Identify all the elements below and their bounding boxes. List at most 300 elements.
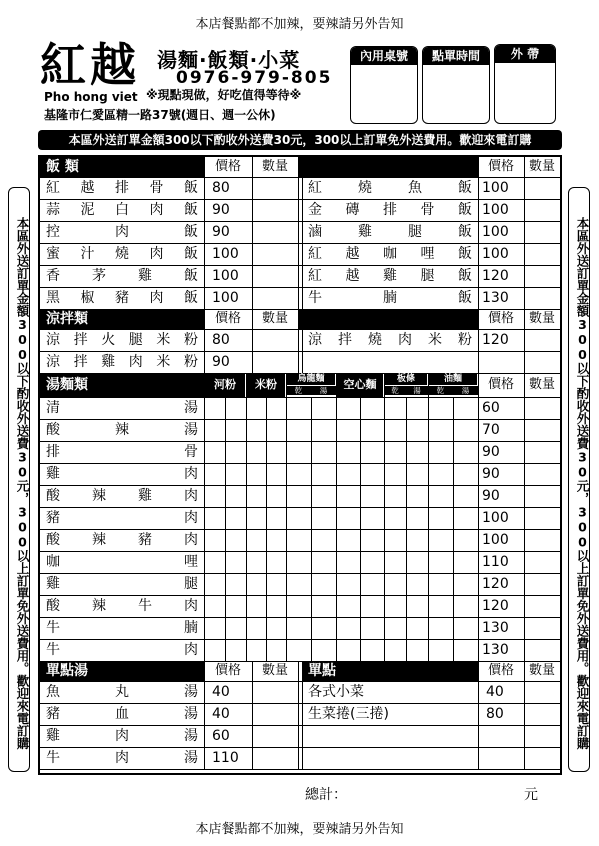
phone-number: 0976-979-805 [176,68,333,88]
qty-input[interactable] [428,595,453,617]
qty-input[interactable] [360,507,384,529]
qty-input[interactable] [406,463,428,485]
qty-input[interactable] [478,397,524,419]
menu-item-price: 90 [482,488,500,504]
menu-item-name: 各式小菜 [308,684,364,700]
qty-input[interactable] [286,529,311,551]
qty-input[interactable] [204,507,225,529]
qty-input[interactable] [453,463,478,485]
qty-input[interactable] [311,639,336,661]
qty-input[interactable] [266,551,286,573]
grid-line-v [336,373,337,397]
qty-input[interactable] [286,419,311,441]
qty-input[interactable] [204,441,225,463]
qty-input[interactable] [360,419,384,441]
section-title-single: 單點 [302,661,478,681]
name-char: 腿 [128,332,143,348]
menu-item-name [46,419,198,441]
qty-input[interactable] [524,507,560,529]
qty-input[interactable] [246,419,266,441]
name-char: 哩 [184,554,198,570]
name-char: 雞 [46,466,60,482]
name-char: 肉 [184,466,198,482]
name-char: 涼 [46,354,60,370]
menu-item-name [46,243,198,265]
name-char: 燒 [115,246,129,262]
qty-input[interactable] [478,595,524,617]
qty-input[interactable] [428,639,453,661]
menu-item-name [46,595,198,617]
qty-input[interactable] [311,397,336,419]
qty-input[interactable] [246,551,266,573]
qty-input[interactable] [524,441,560,463]
name-char: 米 [156,332,171,348]
qty-input[interactable] [406,529,428,551]
name-char: 白 [115,202,129,218]
qty-input[interactable] [225,595,246,617]
qty-input[interactable] [311,529,336,551]
grid-line-v [246,373,247,397]
qty-input[interactable] [336,639,360,661]
qty-input[interactable] [336,397,360,419]
price-header: 價格 [214,311,241,326]
menu-item-price: 100 [482,246,509,262]
qty-input[interactable] [428,507,453,529]
qty-input[interactable] [266,463,286,485]
name-char: 豬 [46,510,60,526]
name-char: 雞 [383,268,397,284]
menu-item-name [308,199,472,221]
qty-input[interactable] [266,441,286,463]
qty-input[interactable] [246,573,266,595]
qty-input[interactable] [246,595,266,617]
qty-input[interactable] [204,617,225,639]
qty-input[interactable] [286,441,311,463]
qty-input[interactable] [428,485,453,507]
name-char: 骨 [184,444,198,460]
qty-input[interactable] [266,595,286,617]
name-char: 火 [101,332,116,348]
qty-input[interactable] [453,529,478,551]
side-note-left: 本區外送訂單金額300以下酌收外送費30元，300以上訂單免外送費用。歡迎來電訂購 [8,187,30,772]
qty-input[interactable] [311,617,336,639]
name-char: 米 [156,354,171,370]
qty-input[interactable] [453,639,478,661]
qty-input[interactable] [384,551,406,573]
qty-input[interactable] [384,507,406,529]
qty-input[interactable] [252,265,298,287]
qty-input[interactable] [524,485,560,507]
qty-input[interactable] [524,463,560,485]
qty-input[interactable] [225,617,246,639]
menu-item-name [308,265,472,287]
qty-input[interactable] [384,419,406,441]
qty-input[interactable] [384,397,406,419]
name-char: 骨 [420,202,435,218]
qty-input[interactable] [336,441,360,463]
qty-input[interactable] [246,485,266,507]
qty-input[interactable] [286,573,311,595]
qty-input[interactable] [311,485,336,507]
qty-input[interactable] [225,573,246,595]
qty-input[interactable] [384,595,406,617]
name-char: 辣 [115,422,129,438]
qty-input[interactable] [478,639,524,661]
qty-input[interactable] [360,595,384,617]
menu-item-name [46,725,198,747]
qty-input[interactable] [336,595,360,617]
qty-input[interactable] [453,573,478,595]
takeout-box[interactable] [494,44,556,124]
column-header-3: 空心麵 [337,373,383,397]
tagline: ※現點現做，好吃值得等待※ [146,88,302,102]
qty-input[interactable] [478,551,524,573]
qty-input[interactable] [524,595,560,617]
notice-top: 本店餐點都不加辣，要辣請另外告知 [195,17,404,32]
menu-item-price: 90 [212,354,230,370]
qty-input[interactable] [225,463,246,485]
qty-input[interactable] [246,397,266,419]
name-char: 雞 [358,224,372,240]
qty-input[interactable] [286,397,311,419]
sub-header-soup: 湯 [311,386,336,395]
price-header: 價格 [487,311,514,326]
qty-input[interactable] [360,441,384,463]
qty-input[interactable] [252,243,298,265]
name-char: 蒜 [46,202,60,218]
qty-input[interactable] [204,573,225,595]
qty-input[interactable] [286,617,311,639]
name-char: 肉 [149,202,164,218]
qty-input[interactable] [453,551,478,573]
menu-item-price: 100 [482,510,509,526]
qty-input[interactable] [246,507,266,529]
grid-line-v [246,397,247,661]
qty-input[interactable] [311,441,336,463]
qty-input[interactable] [225,485,246,507]
qty-input[interactable] [453,595,478,617]
menu-item-name [46,329,198,351]
name-char: 湯 [184,400,198,416]
qty-input[interactable] [524,639,560,661]
qty-input[interactable] [246,617,266,639]
qty-input[interactable] [406,397,428,419]
name-char: 辣 [92,488,106,504]
grid-line-v [478,397,479,661]
grid-line-v [204,397,205,661]
qty-input[interactable] [384,639,406,661]
name-char: 肉 [184,488,198,504]
qty-input[interactable] [406,441,428,463]
name-char: 湯 [184,684,198,700]
qty-input[interactable] [266,617,286,639]
qty-input[interactable] [360,551,384,573]
qty-input[interactable] [336,463,360,485]
qty-input[interactable] [286,639,311,661]
name-char: 粉 [183,354,198,370]
qty-input[interactable] [266,397,286,419]
qty-input[interactable] [252,287,298,309]
order-time-box[interactable] [422,46,490,124]
qty-input[interactable] [524,397,560,419]
qty-input[interactable] [360,463,384,485]
qty-input[interactable] [360,639,384,661]
grid-line-v [298,661,299,769]
name-char: 牛 [46,750,60,766]
name-char: 茅 [92,268,106,284]
qty-input[interactable] [428,419,453,441]
name-char: 飯 [184,202,198,218]
name-char: 牛 [138,598,152,614]
section-title-soup: 湯麵類 [40,373,204,397]
qty-input[interactable] [266,485,286,507]
qty-input[interactable] [336,617,360,639]
qty-input[interactable] [286,595,311,617]
menu-item-price: 90 [212,224,230,240]
total-label: 總計： [305,787,347,803]
qty-input[interactable] [406,507,428,529]
qty-input[interactable] [384,617,406,639]
name-char: 紅 [46,180,60,196]
qty-input[interactable] [204,639,225,661]
qty-input[interactable] [204,463,225,485]
qty-input[interactable] [204,419,225,441]
name-char: 排 [46,444,60,460]
qty-input[interactable] [478,617,524,639]
menu-item-name [46,507,198,529]
grid-line-v [384,373,385,397]
qty-input[interactable] [428,573,453,595]
logo-subtitle: Pho hong viet [44,90,138,104]
qty-input[interactable] [311,507,336,529]
qty-input[interactable] [286,485,311,507]
qty-input[interactable] [428,397,453,419]
qty-input[interactable] [286,507,311,529]
qty-input[interactable] [406,551,428,573]
qty-input[interactable] [428,441,453,463]
qty-input[interactable] [336,529,360,551]
menu-item-price: 100 [212,290,239,306]
grid-line-v [204,373,205,397]
side-note-right: 本區外送訂單金額300以下酌收外送費30元，300以上訂單免外送費用。歡迎來電訂購 [568,187,590,772]
menu-item-price: 70 [482,422,500,438]
menu-item-name [46,529,198,551]
name-char: 排 [115,180,129,196]
qty-input[interactable] [246,463,266,485]
qty-input[interactable] [336,507,360,529]
menu-item-name [46,351,198,373]
qty-input[interactable] [360,617,384,639]
qty-input[interactable] [478,419,524,441]
name-char: 腩 [383,290,397,306]
grid-line-h [40,309,560,310]
qty-input[interactable] [225,419,246,441]
qty-input[interactable] [204,551,225,573]
name-char: 湯 [184,750,198,766]
name-char: 蜜 [46,246,60,262]
qty-input[interactable] [453,617,478,639]
menu-item-price: 120 [482,576,509,592]
name-char: 拌 [73,354,88,370]
qty-input[interactable] [428,463,453,485]
qty-input[interactable] [524,177,560,199]
name-char: 燒 [358,180,372,196]
qty-input[interactable] [524,551,560,573]
qty-input[interactable] [478,441,524,463]
grid-line-v [204,157,205,309]
qty-input[interactable] [384,463,406,485]
qty-input[interactable] [286,551,311,573]
name-char: 肉 [184,510,198,526]
grid-line-v [524,157,525,309]
menu-item-price: 100 [482,224,509,240]
menu-item-name [46,441,198,463]
menu-item-price: 90 [482,444,500,460]
grid-line-v [524,309,525,373]
qty-input[interactable] [406,485,428,507]
qty-header: 數量 [261,311,288,326]
qty-input[interactable] [524,243,560,265]
qty-input[interactable] [406,595,428,617]
grid-line-v [302,661,303,769]
qty-input[interactable] [384,573,406,595]
qty-input[interactable] [524,265,560,287]
name-char: 泥 [80,202,95,218]
qty-input[interactable] [286,463,311,485]
qty-input[interactable] [204,595,225,617]
qty-input[interactable] [225,529,246,551]
qty-input[interactable] [478,485,524,507]
qty-input[interactable] [524,287,560,309]
grid-line-v [478,373,479,397]
qty-input[interactable] [524,529,560,551]
qty-input[interactable] [246,639,266,661]
qty-input[interactable] [225,507,246,529]
qty-input[interactable] [252,177,298,199]
qty-input[interactable] [428,617,453,639]
qty-input[interactable] [384,529,406,551]
qty-input[interactable] [311,463,336,485]
qty-input[interactable] [336,485,360,507]
qty-input[interactable] [406,617,428,639]
qty-header: 數量 [528,377,555,392]
qty-input[interactable] [225,639,246,661]
qty-input[interactable] [384,485,406,507]
qty-input[interactable] [225,551,246,573]
menu-item-price: 90 [482,466,500,482]
qty-input[interactable] [524,221,560,243]
qty-input[interactable] [524,573,560,595]
sub-header-dry: 乾 [428,386,453,395]
qty-input[interactable] [428,551,453,573]
qty-input[interactable] [524,419,560,441]
grid-line-v [225,397,226,661]
qty-input[interactable] [453,485,478,507]
price-header: 價格 [214,663,241,678]
table-number-box[interactable] [350,46,418,124]
qty-input[interactable] [336,419,360,441]
qty-input[interactable] [266,419,286,441]
qty-input[interactable] [524,617,560,639]
qty-input[interactable] [225,441,246,463]
qty-input[interactable] [406,573,428,595]
menu-item-name [308,243,472,265]
qty-input[interactable] [478,507,524,529]
name-char: 飯 [458,202,472,218]
qty-input[interactable] [360,397,384,419]
qty-input[interactable] [406,419,428,441]
qty-input[interactable] [360,485,384,507]
name-char: 酸 [46,598,60,614]
grid-line-v [524,397,525,661]
qty-input[interactable] [252,221,298,243]
menu-item-price: 100 [482,532,509,548]
qty-input[interactable] [246,441,266,463]
qty-input[interactable] [478,573,524,595]
sub-header-dry: 乾 [384,386,406,395]
menu-item-price: 40 [486,684,504,700]
qty-input[interactable] [252,199,298,221]
section-title-cold-right [298,309,478,329]
qty-input[interactable] [311,573,336,595]
menu-item-price: 90 [212,202,230,218]
qty-header: 數量 [261,159,288,174]
qty-input[interactable] [246,529,266,551]
qty-input[interactable] [453,419,478,441]
qty-input[interactable] [266,639,286,661]
qty-input[interactable] [384,441,406,463]
qty-input[interactable] [478,463,524,485]
qty-input[interactable] [360,573,384,595]
qty-input[interactable] [311,551,336,573]
qty-input[interactable] [311,595,336,617]
menu-item-price: 100 [212,268,239,284]
menu-item-name [46,551,198,573]
name-char: 紅 [308,180,322,196]
grid-line-v [478,157,479,309]
name-char: 腩 [184,620,198,636]
qty-input[interactable] [453,397,478,419]
menu-item-price: 130 [482,290,509,306]
menu-item-price: 120 [482,598,509,614]
column-header-4: 板條 [385,373,427,385]
qty-input[interactable] [453,507,478,529]
name-char: 飯 [458,268,472,284]
qty-input[interactable] [225,397,246,419]
qty-input[interactable] [311,419,336,441]
qty-input[interactable] [336,551,360,573]
qty-input[interactable] [204,397,225,419]
qty-input[interactable] [453,441,478,463]
qty-input[interactable] [266,529,286,551]
qty-input[interactable] [524,199,560,221]
menu-item-price: 130 [482,642,509,658]
menu-item-price: 100 [212,246,239,262]
qty-input[interactable] [204,529,225,551]
qty-input[interactable] [478,529,524,551]
menu-item-price: 110 [482,554,509,570]
qty-input[interactable] [266,507,286,529]
qty-input[interactable] [428,529,453,551]
qty-input[interactable] [336,573,360,595]
price-header: 價格 [487,159,514,174]
qty-input[interactable] [406,639,428,661]
qty-header: 數量 [261,663,288,678]
menu-item-price: 120 [482,332,509,348]
qty-input[interactable] [204,485,225,507]
qty-input[interactable] [360,529,384,551]
qty-input[interactable] [266,573,286,595]
